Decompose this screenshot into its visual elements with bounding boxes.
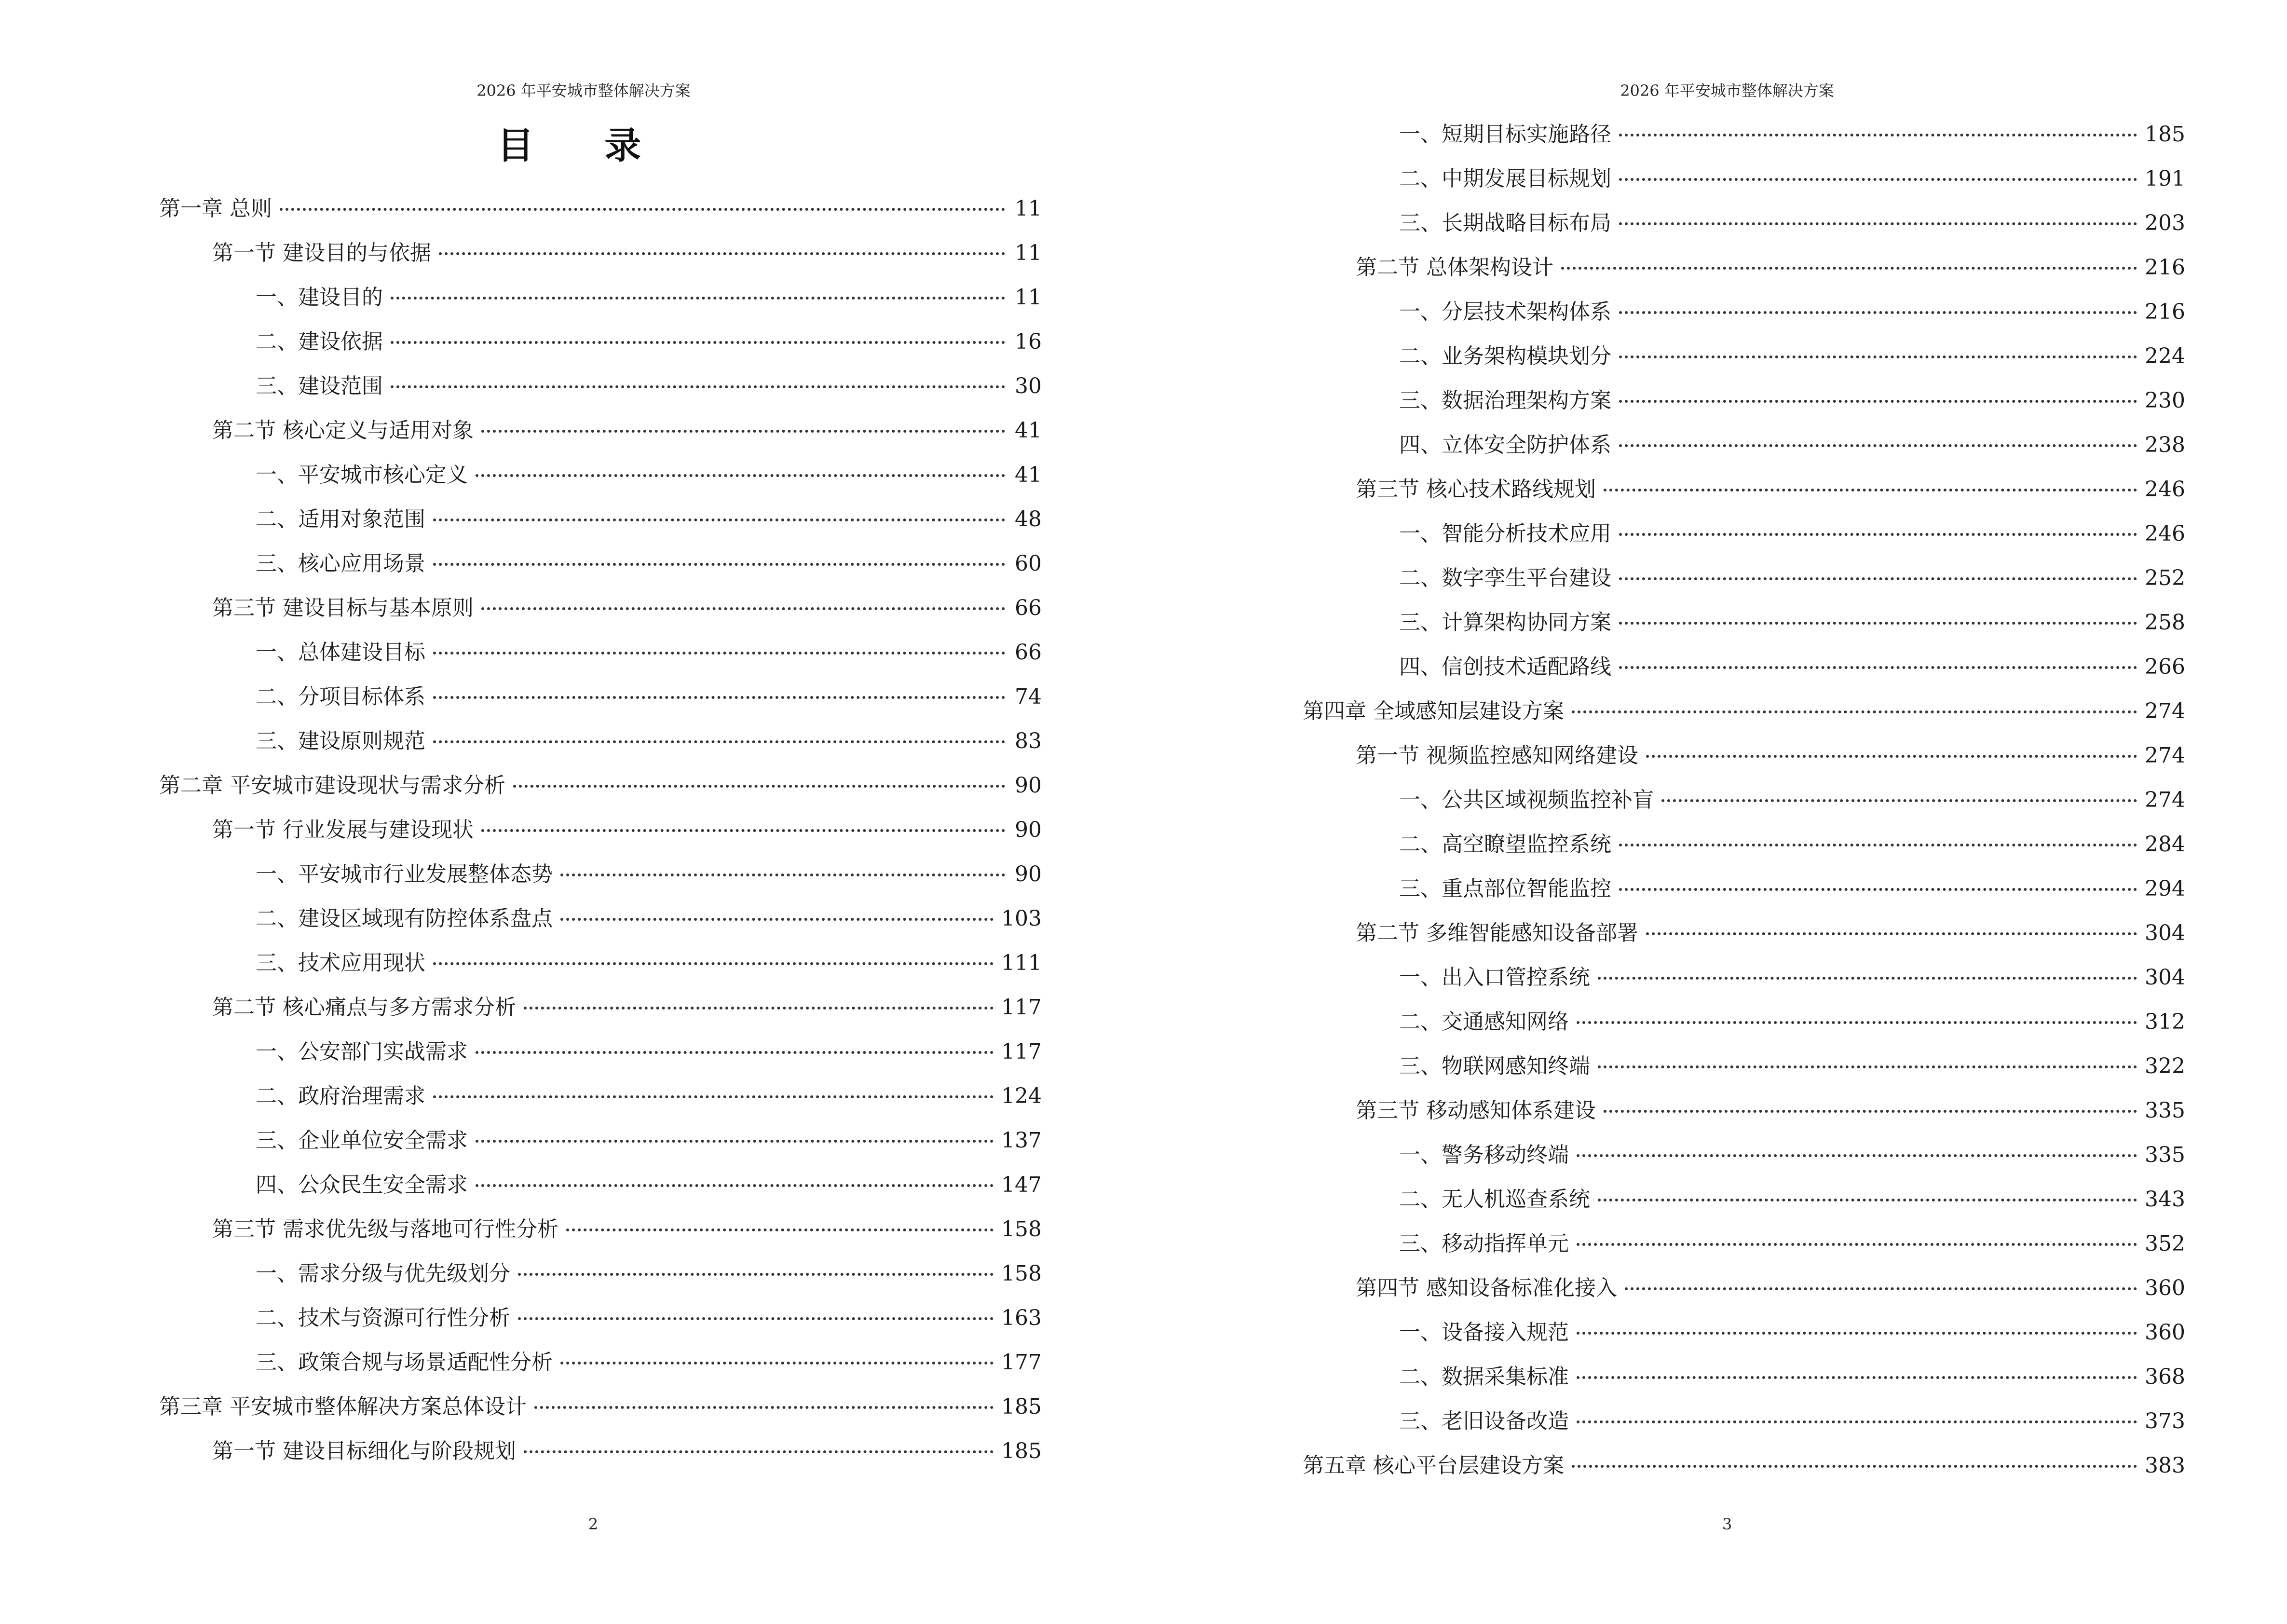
dot-leader bbox=[1577, 1021, 2137, 1024]
toc-entry-title: 第三章 平安城市整体解决方案总体设计 bbox=[159, 1394, 527, 1419]
toc-entry[interactable] bbox=[159, 859, 1042, 903]
dot-leader bbox=[1572, 1465, 2137, 1468]
dot-leader bbox=[1619, 400, 2137, 403]
toc-entry[interactable] bbox=[159, 1214, 1042, 1258]
dot-leader bbox=[481, 607, 1005, 610]
toc-entry-title: 三、建设范围 bbox=[256, 374, 383, 398]
toc-entry[interactable] bbox=[159, 682, 1042, 726]
toc-entry-title: 一、需求分级与优先级划分 bbox=[256, 1261, 510, 1286]
toc-entry-title: 第二节 多维智能感知设备部署 bbox=[1356, 921, 1638, 945]
toc-entry[interactable] bbox=[1303, 119, 2185, 164]
toc-entry[interactable] bbox=[159, 548, 1042, 593]
toc-entry-page: 246 bbox=[2145, 521, 2185, 546]
toc-entry-title: 一、设备接入规范 bbox=[1399, 1320, 1569, 1345]
dot-leader bbox=[560, 1362, 994, 1365]
toc-entry[interactable] bbox=[1303, 696, 2185, 740]
toc-entry-page: 343 bbox=[2145, 1187, 2185, 1212]
toc-entry-title: 二、高空瞭望监控系统 bbox=[1399, 832, 1611, 857]
toc-entry-title: 二、建设依据 bbox=[256, 329, 383, 354]
toc-entry-page: 48 bbox=[1015, 507, 1042, 532]
dot-leader bbox=[1619, 533, 2137, 536]
toc-entry-title: 三、核心应用场景 bbox=[256, 551, 425, 576]
toc-entry[interactable] bbox=[159, 460, 1042, 504]
toc-entry-title: 第四章 全域感知层建设方案 bbox=[1303, 699, 1564, 723]
toc-entry[interactable] bbox=[1303, 563, 2185, 607]
toc-entry[interactable] bbox=[1303, 1406, 2185, 1450]
toc-entry-page: 147 bbox=[1001, 1173, 1042, 1197]
toc-entry[interactable] bbox=[159, 415, 1042, 460]
toc-entry[interactable] bbox=[1303, 962, 2185, 1007]
dot-leader bbox=[1619, 622, 2137, 625]
dot-leader bbox=[391, 297, 1005, 300]
dot-leader bbox=[433, 652, 1005, 655]
toc-entry-page: 103 bbox=[1001, 906, 1042, 931]
dot-leader bbox=[1661, 799, 2137, 802]
toc-entry[interactable] bbox=[159, 726, 1042, 770]
toc-entry-title: 第一节 建设目的与依据 bbox=[212, 241, 431, 265]
dot-leader bbox=[1625, 1287, 2137, 1290]
dot-leader bbox=[518, 1317, 994, 1320]
toc-entry-page: 203 bbox=[2145, 211, 2185, 235]
toc-entry[interactable] bbox=[159, 992, 1042, 1037]
dot-leader bbox=[1604, 489, 2137, 491]
dot-leader bbox=[1577, 1243, 2137, 1246]
toc-entry[interactable] bbox=[159, 1081, 1042, 1125]
dot-leader bbox=[1646, 932, 2137, 935]
toc-entry[interactable] bbox=[1303, 208, 2185, 252]
toc-entry-page: 185 bbox=[1001, 1394, 1042, 1419]
toc-entry[interactable] bbox=[159, 770, 1042, 815]
toc-entry[interactable] bbox=[1303, 1450, 2185, 1495]
toc-entry-title: 三、物联网感知终端 bbox=[1399, 1054, 1590, 1078]
toc-entry[interactable] bbox=[159, 1347, 1042, 1392]
toc-entry[interactable] bbox=[1303, 873, 2185, 918]
toc-entry[interactable] bbox=[1303, 1095, 2185, 1140]
dot-leader bbox=[476, 1140, 994, 1143]
dot-leader bbox=[534, 1406, 994, 1409]
toc-entry-title: 二、数字孪生平台建设 bbox=[1399, 566, 1611, 590]
toc-entry-title: 第二节 总体架构设计 bbox=[1356, 255, 1553, 280]
toc-entry-page: 335 bbox=[2145, 1098, 2185, 1123]
dot-leader bbox=[1577, 1154, 2137, 1157]
toc-entry[interactable] bbox=[159, 193, 1042, 238]
toc-entry-title: 二、无人机巡查系统 bbox=[1399, 1187, 1590, 1212]
toc-entry[interactable] bbox=[1303, 652, 2185, 696]
toc-entry-page: 284 bbox=[2145, 832, 2185, 857]
dot-leader bbox=[439, 252, 1005, 255]
toc-entry[interactable] bbox=[1303, 1007, 2185, 1051]
running-header: 2026 年平安城市整体解决方案 bbox=[476, 82, 691, 100]
toc-entry-page: 352 bbox=[2145, 1231, 2185, 1256]
toc-entry-page: 117 bbox=[1001, 1039, 1042, 1064]
toc-entry-title: 二、技术与资源可行性分析 bbox=[256, 1306, 510, 1330]
toc-entry[interactable] bbox=[1303, 607, 2185, 652]
running-header: 2026 年平安城市整体解决方案 bbox=[1620, 82, 1834, 100]
toc-entry-title: 第三节 建设目标与基本原则 bbox=[212, 596, 474, 620]
toc-entry[interactable] bbox=[1303, 1317, 2185, 1362]
toc-entry-page: 373 bbox=[2145, 1409, 2185, 1433]
toc-entry-page: 216 bbox=[2145, 255, 2185, 280]
toc-entry-title: 一、平安城市行业发展整体态势 bbox=[256, 862, 553, 887]
toc-entry-title: 一、总体建设目标 bbox=[256, 640, 425, 665]
toc-entry-title: 三、建设原则规范 bbox=[256, 729, 425, 753]
toc-entry[interactable] bbox=[1303, 1051, 2185, 1095]
toc-entry-page: 11 bbox=[1015, 196, 1042, 221]
dot-leader bbox=[1598, 1199, 2137, 1201]
toc-entry-page: 137 bbox=[1001, 1128, 1042, 1153]
toc-entry-page: 312 bbox=[2145, 1010, 2185, 1034]
toc-entry[interactable] bbox=[159, 1303, 1042, 1347]
toc-entry-title: 二、分项目标体系 bbox=[256, 684, 425, 709]
toc-entry[interactable] bbox=[1303, 1228, 2185, 1273]
toc-entry[interactable] bbox=[1303, 1362, 2185, 1406]
dot-leader bbox=[1577, 1376, 2137, 1379]
toc-entry-page: 230 bbox=[2145, 388, 2185, 413]
toc-entry-page: 383 bbox=[2145, 1453, 2185, 1478]
dot-leader bbox=[560, 918, 994, 921]
toc-entry-title: 第四节 感知设备标准化接入 bbox=[1356, 1276, 1617, 1300]
toc-entry-page: 90 bbox=[1015, 862, 1042, 887]
toc-entry[interactable] bbox=[1303, 252, 2185, 297]
toc-entry-page: 83 bbox=[1015, 729, 1042, 753]
toc-entry[interactable] bbox=[159, 1037, 1042, 1081]
dot-leader bbox=[1577, 1332, 2137, 1335]
toc-entry[interactable] bbox=[159, 637, 1042, 682]
toc-entry-page: 163 bbox=[1001, 1306, 1042, 1330]
toc-entry[interactable] bbox=[159, 327, 1042, 371]
toc-entry-title: 二、交通感知网络 bbox=[1399, 1010, 1569, 1034]
toc-entry[interactable] bbox=[159, 1392, 1042, 1436]
toc-entry[interactable] bbox=[1303, 341, 2185, 385]
dot-leader bbox=[391, 341, 1005, 344]
dot-leader bbox=[1561, 267, 2137, 270]
toc-entry-page: 368 bbox=[2145, 1365, 2185, 1389]
toc-entry-title: 一、智能分析技术应用 bbox=[1399, 521, 1611, 546]
toc-entry-title: 一、出入口管控系统 bbox=[1399, 965, 1590, 990]
toc-entry-page: 304 bbox=[2145, 965, 2185, 990]
dot-leader bbox=[476, 474, 1005, 477]
dot-leader bbox=[1619, 134, 2137, 136]
dot-leader bbox=[1619, 888, 2137, 891]
toc-entry-title: 三、计算架构协同方案 bbox=[1399, 610, 1611, 635]
toc-entry[interactable] bbox=[159, 593, 1042, 637]
dot-leader bbox=[391, 385, 1005, 388]
toc-entry-title: 一、公共区域视频监控补盲 bbox=[1399, 788, 1654, 812]
toc-entry-title: 第一节 建设目标细化与阶段规划 bbox=[212, 1439, 516, 1463]
toc-entry[interactable] bbox=[1303, 1140, 2185, 1184]
dot-leader bbox=[560, 873, 1005, 876]
toc-title: 目 录 bbox=[497, 124, 670, 167]
toc-entry-title: 四、公众民生安全需求 bbox=[256, 1173, 468, 1197]
dot-leader bbox=[1598, 1065, 2137, 1068]
toc-entry-title: 一、短期目标实施路径 bbox=[1399, 122, 1611, 147]
dot-leader bbox=[524, 1007, 994, 1010]
toc-entry-title: 第五章 核心平台层建设方案 bbox=[1303, 1453, 1564, 1478]
toc-entry[interactable] bbox=[1303, 474, 2185, 519]
toc-entry-page: 11 bbox=[1015, 285, 1042, 310]
toc-entry-page: 322 bbox=[2145, 1054, 2185, 1078]
toc-entry[interactable] bbox=[1303, 297, 2185, 341]
toc-entry-title: 二、建设区域现有防控体系盘点 bbox=[256, 906, 553, 931]
dot-leader bbox=[1619, 178, 2137, 181]
toc-entry-title: 三、数据治理架构方案 bbox=[1399, 388, 1611, 413]
toc-entry-title: 一、平安城市核心定义 bbox=[256, 463, 468, 487]
dot-leader bbox=[1646, 755, 2137, 758]
toc-entry-title: 一、警务移动终端 bbox=[1399, 1143, 1569, 1167]
toc-entry-page: 60 bbox=[1015, 551, 1042, 576]
toc-entry[interactable] bbox=[1303, 918, 2185, 962]
toc-entry-page: 191 bbox=[2145, 166, 2185, 191]
dot-leader bbox=[433, 696, 1005, 699]
toc-entry-page: 185 bbox=[2145, 122, 2185, 147]
toc-entry[interactable] bbox=[159, 815, 1042, 859]
toc-entry-page: 30 bbox=[1015, 374, 1042, 398]
toc-entry-page: 335 bbox=[2145, 1143, 2185, 1167]
toc-entry-title: 第二章 平安城市建设现状与需求分析 bbox=[159, 773, 505, 798]
toc-entry-page: 158 bbox=[1001, 1217, 1042, 1242]
toc-entry-title: 第三节 移动感知体系建设 bbox=[1356, 1098, 1596, 1123]
page-number: 2 bbox=[588, 1515, 599, 1533]
toc-entry-page: 246 bbox=[2145, 477, 2185, 502]
toc-entry-title: 二、适用对象范围 bbox=[256, 507, 425, 532]
toc-entry[interactable] bbox=[1303, 430, 2185, 474]
toc-entry[interactable] bbox=[1303, 1273, 2185, 1317]
toc-entry-title: 四、信创技术适配路线 bbox=[1399, 655, 1611, 679]
toc-entry-title: 第二节 核心定义与适用对象 bbox=[212, 418, 474, 443]
toc-entry-title: 二、政府治理需求 bbox=[256, 1084, 425, 1108]
dot-leader bbox=[1619, 355, 2137, 358]
dot-leader bbox=[433, 740, 1005, 743]
toc-entry-title: 三、重点部位智能监控 bbox=[1399, 876, 1611, 901]
toc-entry-page: 177 bbox=[1001, 1350, 1042, 1375]
toc-entry-title: 第三节 需求优先级与落地可行性分析 bbox=[212, 1217, 558, 1242]
toc-entry-page: 304 bbox=[2145, 921, 2185, 945]
dot-leader bbox=[433, 563, 1005, 566]
toc-entry[interactable] bbox=[1303, 519, 2185, 563]
toc-entry[interactable] bbox=[159, 238, 1042, 282]
toc-entry[interactable] bbox=[159, 1170, 1042, 1214]
toc-entry-page: 274 bbox=[2145, 699, 2185, 723]
dot-leader bbox=[513, 785, 1005, 788]
dot-leader bbox=[1572, 710, 2137, 713]
toc-entry[interactable] bbox=[159, 1436, 1042, 1480]
toc-entry-page: 185 bbox=[1001, 1439, 1042, 1463]
toc-entry-page: 74 bbox=[1015, 684, 1042, 709]
toc-entry-title: 二、业务架构模块划分 bbox=[1399, 344, 1611, 368]
toc-entry-page: 252 bbox=[2145, 566, 2185, 590]
toc-entry-title: 第一节 行业发展与建设现状 bbox=[212, 818, 474, 842]
dot-leader bbox=[481, 829, 1005, 832]
dot-leader bbox=[476, 1051, 994, 1054]
toc-entry-page: 41 bbox=[1015, 418, 1042, 443]
dot-leader bbox=[481, 430, 1005, 433]
toc-entry-page: 16 bbox=[1015, 329, 1042, 354]
dot-leader bbox=[280, 208, 1005, 211]
dot-leader bbox=[1619, 444, 2137, 447]
toc-entry-title: 三、政策合规与场景适配性分析 bbox=[256, 1350, 553, 1375]
dot-leader bbox=[1619, 666, 2137, 669]
toc-entry[interactable] bbox=[159, 903, 1042, 948]
toc-entry-title: 三、长期战略目标布局 bbox=[1399, 211, 1611, 235]
toc-entry-page: 258 bbox=[2145, 610, 2185, 635]
toc-entry-title: 二、数据采集标准 bbox=[1399, 1365, 1569, 1389]
toc-entry-page: 66 bbox=[1015, 640, 1042, 665]
toc-entry-page: 41 bbox=[1015, 463, 1042, 487]
dot-leader bbox=[1598, 977, 2137, 980]
toc-entry-page: 238 bbox=[2145, 433, 2185, 457]
toc-entry[interactable] bbox=[159, 504, 1042, 548]
toc-entry-page: 90 bbox=[1015, 818, 1042, 842]
toc-entry-title: 第二节 核心痛点与多方需求分析 bbox=[212, 995, 516, 1020]
toc-entry-page: 111 bbox=[1001, 951, 1042, 975]
toc-entry-title: 第一节 视频监控感知网络建设 bbox=[1356, 743, 1638, 768]
toc-entry-page: 360 bbox=[2145, 1320, 2185, 1345]
right-page bbox=[1144, 0, 2287, 1624]
dot-leader bbox=[1619, 311, 2137, 314]
toc-entry-title: 一、分层技术架构体系 bbox=[1399, 300, 1611, 324]
toc-entry[interactable] bbox=[159, 371, 1042, 415]
toc-entry-page: 274 bbox=[2145, 743, 2185, 768]
toc-entry-title: 第三节 核心技术路线规划 bbox=[1356, 477, 1596, 502]
toc-entry-page: 11 bbox=[1015, 241, 1042, 265]
page-number: 3 bbox=[1722, 1515, 1732, 1533]
dot-leader bbox=[518, 1273, 994, 1276]
toc-entry-page: 294 bbox=[2145, 876, 2185, 901]
toc-entry[interactable] bbox=[159, 948, 1042, 992]
toc-entry-page: 66 bbox=[1015, 596, 1042, 620]
toc-entry-title: 三、企业单位安全需求 bbox=[256, 1128, 468, 1153]
toc-entry[interactable] bbox=[1303, 785, 2185, 829]
toc-entry[interactable] bbox=[1303, 385, 2185, 430]
toc-entry-page: 90 bbox=[1015, 773, 1042, 798]
toc-entry-title: 二、中期发展目标规划 bbox=[1399, 166, 1611, 191]
toc-entry-title: 四、立体安全防护体系 bbox=[1399, 433, 1611, 457]
dot-leader bbox=[476, 1184, 994, 1187]
toc-entry[interactable] bbox=[159, 1125, 1042, 1170]
dot-leader bbox=[1619, 844, 2137, 846]
toc-entry[interactable] bbox=[159, 282, 1042, 327]
dot-leader bbox=[1619, 577, 2137, 580]
toc-entry-title: 一、建设目的 bbox=[256, 285, 383, 310]
toc-entry-title: 三、老旧设备改造 bbox=[1399, 1409, 1569, 1433]
toc-list-right bbox=[1303, 119, 2185, 1495]
toc-entry-title: 一、公安部门实战需求 bbox=[256, 1039, 468, 1064]
toc-entry[interactable] bbox=[159, 1258, 1042, 1303]
dot-leader bbox=[433, 1095, 994, 1098]
toc-entry[interactable] bbox=[1303, 829, 2185, 873]
dot-leader bbox=[1604, 1110, 2137, 1113]
toc-entry-page: 360 bbox=[2145, 1276, 2185, 1300]
toc-entry[interactable] bbox=[1303, 164, 2185, 208]
dot-leader bbox=[1619, 222, 2137, 225]
dot-leader bbox=[433, 519, 1005, 521]
toc-entry-page: 274 bbox=[2145, 788, 2185, 812]
toc-entry[interactable] bbox=[1303, 740, 2185, 785]
dot-leader bbox=[524, 1450, 994, 1453]
toc-entry-page: 224 bbox=[2145, 344, 2185, 368]
toc-entry[interactable] bbox=[1303, 1184, 2185, 1228]
toc-entry-title: 第一章 总则 bbox=[159, 196, 272, 221]
toc-entry-page: 124 bbox=[1001, 1084, 1042, 1108]
toc-entry-page: 117 bbox=[1001, 995, 1042, 1020]
toc-entry-page: 158 bbox=[1001, 1261, 1042, 1286]
dot-leader bbox=[566, 1228, 994, 1231]
toc-list-left bbox=[159, 193, 1042, 1480]
dot-leader bbox=[433, 962, 994, 965]
toc-entry-title: 三、技术应用现状 bbox=[256, 951, 425, 975]
toc-entry-page: 266 bbox=[2145, 655, 2185, 679]
dot-leader bbox=[1577, 1420, 2137, 1423]
toc-entry-page: 216 bbox=[2145, 300, 2185, 324]
toc-entry-title: 三、移动指挥单元 bbox=[1399, 1231, 1569, 1256]
